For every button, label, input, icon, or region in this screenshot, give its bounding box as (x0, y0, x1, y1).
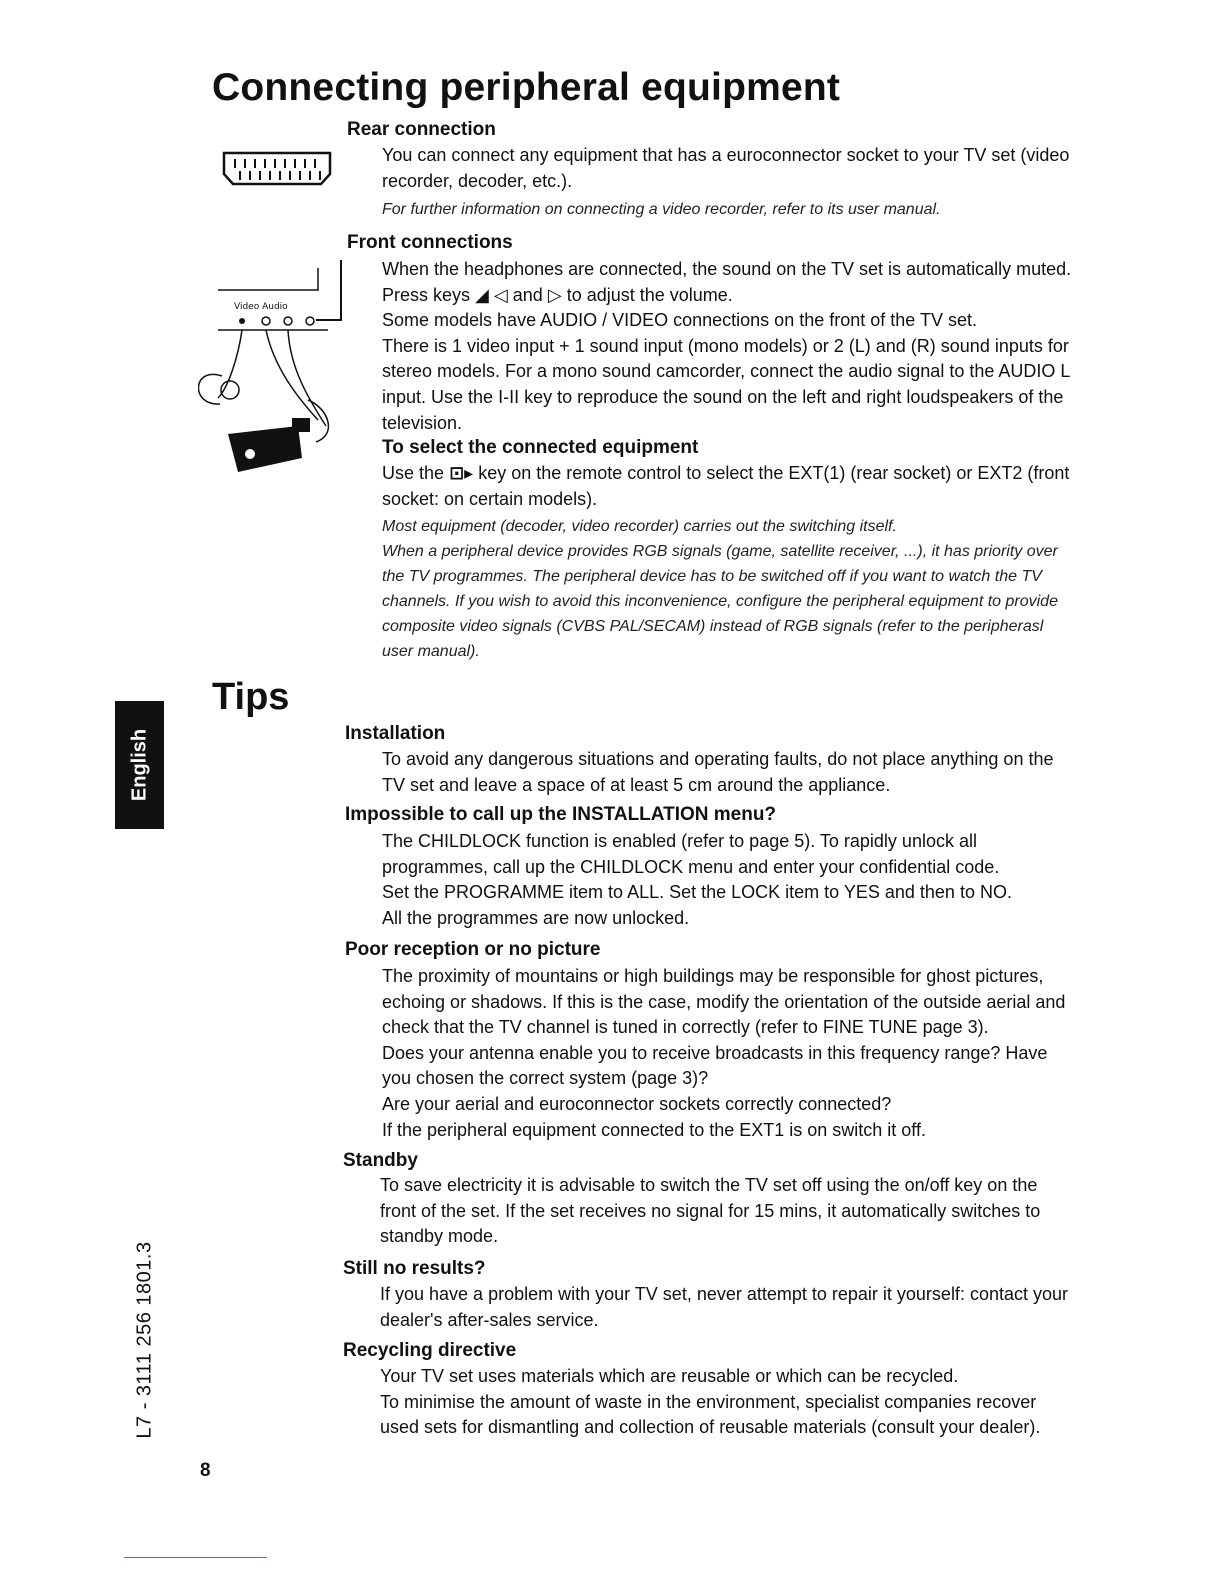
panel-label: Video Audio (234, 302, 288, 312)
reception-heading: Poor reception or no picture (345, 939, 601, 960)
front-connections-text (382, 257, 1072, 436)
recycling-heading: Recycling directive (343, 1340, 517, 1361)
bottom-divider (124, 1557, 267, 1558)
page-title: Connecting peripheral equipment (212, 66, 841, 109)
av-models-text: Some models have AUDIO / VIDEO connections on the front of the TV set. (382, 310, 977, 331)
document-code: L7 - 3111 256 1801.3 (133, 1241, 156, 1439)
select-equipment-heading: To select the connected equipment (382, 437, 699, 458)
no-results-text: If you have a problem with your TV set, never attempt to repair it yourself: contact your dealer's after-sales service. (380, 1284, 1068, 1330)
page-number: 8 (200, 1460, 211, 1481)
and-text: and (512, 284, 543, 305)
select-equipment-text: Use the ⊡▸ key on the remote control to select the EXT(1) (rear socket) or EXT2 (front socket: on certain models). (382, 463, 1070, 509)
inputs-text: There is 1 video input + 1 sound input (mono models) or 2 (L) and (R) sound inputs for stereo models. For a mono sound camcorder, connect the audio signal to the AUDIO L input. Use the I-II key to reproduce the sound on the left and right loudspeakers of the television. (382, 335, 1070, 433)
volume-ramp-icon: ◢ (475, 284, 489, 306)
recycling-text: Your TV set uses materials which are reusable or which can be recycled. To minimise the amount of waste in the environment, specialist companies recover used sets for dismantling and collection of reusable materials (consult your dealer). (380, 1366, 1041, 1438)
triangle-right-icon: ▷ (547, 284, 562, 306)
source-select-icon: ⊡▸ (449, 463, 474, 484)
front-connections-illustration (198, 258, 346, 490)
installation-heading: Installation (345, 723, 446, 744)
language-tab-label: English (128, 728, 150, 802)
reception-text: The proximity of mountains or high buildings may be responsible for ghost pictures, echoing or shadows. If this is the case, modify the orientation of the outside aerial and check that the TV channel is tuned in correctly (refer to FINE TUNE page 3). Does your antenna enable you to receive broadcasts in this frequency range? Have you chosen the correct system (page 3)? Are your aerial and euroconnector sockets correctly connected? If the peripheral equipment connected to the EXT1 is on switch it off. (382, 966, 1066, 1140)
standby-text: To save electricity it is advisable to switch the TV set off using the on/off key on the front of the set. If the set receives no signal for 15 mins, it automatically switches to standby mode. (380, 1175, 1041, 1247)
standby-heading: Standby (343, 1150, 418, 1171)
tips-title: Tips (212, 676, 290, 718)
rear-connection-heading: Rear connection (347, 119, 496, 140)
switching-note: Most equipment (decoder, video recorder) carries out the switching itself. (382, 518, 897, 535)
installation-text: To avoid any dangerous situations and operating faults, do not place anything on the TV set and leave a space of at least 5 cm around the appliance. (382, 749, 1054, 795)
rear-connection-text: You can connect any equipment that has a euroconnector socket to your TV set (video recorder, decoder, etc.). (382, 145, 1070, 191)
language-tab (115, 701, 164, 829)
rgb-note: When a peripheral device provides RGB signals (game, satellite receiver, ...), it has priority over the TV programmes. The peripheral device has to be switched off if you want to watch the TV channels. If you wish to avoid this inconvenience, configure the peripheral equipment to provide composite video signals (CVBS PAL/SECAM) instead of RGB signals (refer to the peripherasl user manual). (382, 543, 1058, 660)
installation-menu-heading: Impossible to call up the INSTALLATION menu? (345, 804, 777, 825)
triangle-left-icon: ◁ (493, 284, 508, 306)
volume-text: to adjust the volume. (566, 284, 733, 305)
select-equipment-notes (382, 514, 1072, 664)
rear-connection-note: For further information on connecting a video recorder, refer to its user manual. (382, 201, 941, 218)
euroconnector-icon (221, 150, 333, 188)
headphones-text: When the headphones are connected, the sound on the TV set is automatically muted. Press keys (382, 259, 1072, 305)
installation-menu-text: The CHILDLOCK function is enabled (refer to page 5). To rapidly unlock all programmes, call up the CHILDLOCK menu and enter your confidential code. Set the PROGRAMME item to ALL. Set the LOCK item to YES and then to NO. All the programmes are now unlocked. (382, 831, 1012, 928)
no-results-heading: Still no results? (343, 1258, 486, 1279)
front-connections-heading: Front connections (347, 232, 513, 253)
